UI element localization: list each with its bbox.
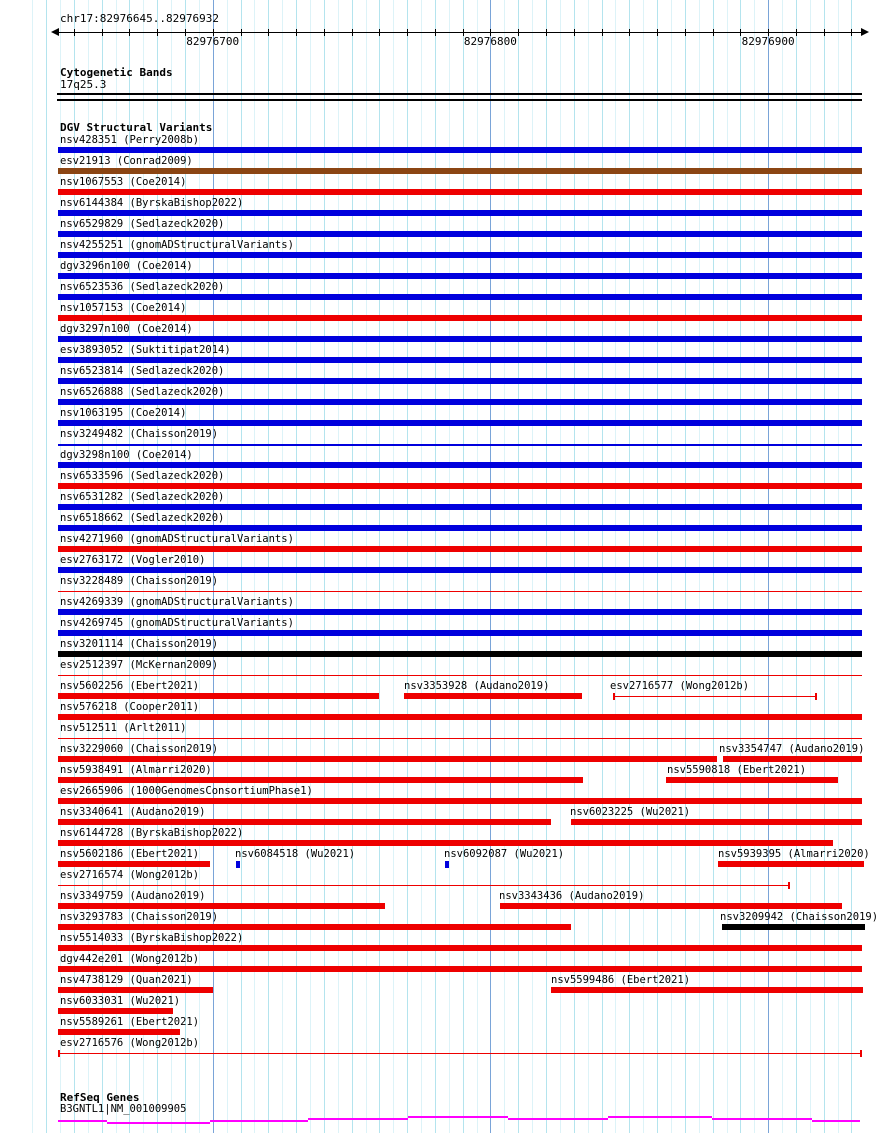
ruler-tick-label: 82976700 — [186, 35, 240, 48]
variant-label[interactable]: nsv3343436 (Audano2019) — [499, 890, 645, 902]
variant-label[interactable]: nsv6531282 (Sedlazeck2020) — [60, 491, 225, 503]
variant-label[interactable]: esv2763172 (Vogler2010) — [60, 554, 206, 566]
variant-label[interactable]: nsv6023225 (Wu2021) — [570, 806, 691, 818]
ruler-tick — [407, 29, 408, 36]
variant-mark[interactable] — [236, 861, 240, 868]
variant-bar[interactable] — [666, 777, 838, 783]
variant-label[interactable]: nsv6526888 (Sedlazeck2020) — [60, 386, 225, 398]
variant-bar[interactable] — [58, 252, 862, 258]
gene-segment — [508, 1118, 608, 1120]
variant-label[interactable]: esv2716574 (Wong2012b) — [60, 869, 200, 881]
variant-label[interactable]: esv2716576 (Wong2012b) — [60, 1037, 200, 1049]
gene-segment — [308, 1118, 408, 1120]
variant-bar[interactable] — [722, 924, 865, 930]
ruler-tick-label: 82976900 — [741, 35, 795, 48]
variant-label[interactable]: nsv3209942 (Chaisson2019) — [720, 911, 879, 923]
variant-bar[interactable] — [723, 756, 862, 762]
variant-bar[interactable] — [58, 840, 833, 846]
variant-label[interactable]: nsv3353928 (Audano2019) — [404, 680, 550, 692]
variant-label[interactable]: nsv4271960 (gnomADStructuralVariants) — [60, 533, 294, 545]
variant-label[interactable]: nsv5939395 (Almarri2020) — [718, 848, 870, 860]
variant-label[interactable]: nsv6084518 (Wu2021) — [235, 848, 356, 860]
variant-bar[interactable] — [58, 903, 385, 909]
variant-bar[interactable] — [58, 483, 862, 489]
variant-label[interactable]: nsv5599486 (Ebert2021) — [551, 974, 691, 986]
variant-label[interactable]: esv2665906 (1000GenomesConsortiumPhase1) — [60, 785, 313, 797]
variant-bar[interactable] — [58, 819, 551, 825]
variant-bar[interactable] — [58, 315, 862, 321]
gene-segment — [608, 1116, 712, 1118]
variant-bar[interactable] — [571, 819, 862, 825]
variant-label[interactable]: nsv3249482 (Chaisson2019) — [60, 428, 219, 440]
ruler-tick-label: 82976800 — [463, 35, 517, 48]
variant-label[interactable]: nsv5590818 (Ebert2021) — [667, 764, 807, 776]
variant-label[interactable]: dgv3298n100 (Coe2014) — [60, 449, 193, 461]
ruler-tick — [713, 29, 714, 36]
variant-label[interactable]: nsv428351 (Perry2008b) — [60, 134, 200, 146]
variant-label[interactable]: esv3893052 (Suktitipat2014) — [60, 344, 231, 356]
variant-label[interactable]: nsv6092087 (Wu2021) — [444, 848, 565, 860]
region-title: chr17:82976645..82976932 — [60, 12, 219, 25]
variant-bar[interactable] — [58, 609, 862, 615]
gene-segment — [408, 1116, 508, 1118]
variant-label[interactable]: nsv5602186 (Ebert2021) — [60, 848, 200, 860]
variant-line[interactable] — [613, 696, 817, 697]
variant-bar[interactable] — [58, 420, 862, 426]
ruler-right-arrow-icon — [861, 28, 869, 36]
variant-bar[interactable] — [58, 966, 862, 972]
variant-label[interactable]: nsv5938491 (Almarri2020) — [60, 764, 212, 776]
variant-bar[interactable] — [58, 546, 862, 552]
ruler-tick — [129, 29, 130, 36]
variant-bar[interactable] — [58, 525, 862, 531]
variant-label[interactable]: nsv3229060 (Chaisson2019) — [60, 743, 219, 755]
variant-label[interactable]: nsv4255251 (gnomADStructuralVariants) — [60, 239, 294, 251]
variant-bar[interactable] — [58, 399, 862, 405]
refseq-gene-label[interactable]: B3GNTL1|NM_001009905 — [60, 1103, 187, 1115]
variant-label[interactable]: nsv6033031 (Wu2021) — [60, 995, 181, 1007]
variant-label[interactable]: nsv576218 (Cooper2011) — [60, 701, 200, 713]
variant-bar[interactable] — [58, 273, 862, 279]
variant-label[interactable]: esv2512397 (McKernan2009) — [60, 659, 219, 671]
variant-bar[interactable] — [718, 861, 864, 867]
variant-line[interactable] — [58, 1053, 862, 1054]
variant-bar[interactable] — [404, 693, 582, 699]
variant-bar[interactable] — [58, 651, 862, 657]
variant-bar[interactable] — [500, 903, 842, 909]
variant-label[interactable]: nsv6144728 (ByrskaBishop2022) — [60, 827, 244, 839]
ruler-tick — [102, 29, 103, 36]
variant-bar[interactable] — [58, 798, 862, 804]
variant-label[interactable]: nsv6523536 (Sedlazeck2020) — [60, 281, 225, 293]
variant-label[interactable]: nsv3201114 (Chaisson2019) — [60, 638, 219, 650]
cytoband-label[interactable]: 17q25.3 — [60, 78, 107, 91]
cytobands-header: Cytogenetic Bands — [60, 66, 173, 79]
variant-bar[interactable] — [58, 210, 862, 216]
variant-bar[interactable] — [551, 987, 863, 993]
ruler-tick — [74, 29, 75, 36]
variant-label[interactable]: dgv3297n100 (Coe2014) — [60, 323, 193, 335]
variant-label[interactable]: nsv512511 (Arlt2011) — [60, 722, 187, 734]
ruler-tick — [602, 29, 603, 36]
ruler-left-arrow-icon — [51, 28, 59, 36]
variant-bar[interactable] — [58, 294, 862, 300]
variant-bar[interactable] — [58, 504, 862, 510]
variant-label[interactable]: nsv4738129 (Quan2021) — [60, 974, 193, 986]
variant-mark[interactable] — [445, 861, 449, 868]
variant-line-cap — [788, 882, 790, 889]
variant-bar[interactable] — [58, 147, 862, 153]
ruler-tick — [574, 29, 575, 36]
grid-line — [32, 0, 33, 1133]
variant-label[interactable]: nsv4269745 (gnomADStructuralVariants) — [60, 617, 294, 629]
variant-bar[interactable] — [58, 924, 571, 930]
cytoband-box[interactable] — [57, 93, 862, 101]
grid-line — [46, 0, 47, 1133]
ruler-tick — [518, 29, 519, 36]
variant-bar[interactable] — [58, 168, 862, 174]
variant-label[interactable]: nsv1057153 (Coe2014) — [60, 302, 187, 314]
variant-label[interactable]: esv21913 (Conrad2009) — [60, 155, 193, 167]
variant-bar[interactable] — [58, 630, 862, 636]
variant-label[interactable]: nsv5589261 (Ebert2021) — [60, 1016, 200, 1028]
variant-line[interactable] — [58, 675, 862, 676]
variant-bar[interactable] — [58, 945, 862, 951]
gene-segment — [812, 1120, 860, 1122]
variant-label[interactable]: nsv6144384 (ByrskaBishop2022) — [60, 197, 244, 209]
variant-line-cap — [860, 1050, 862, 1057]
ruler-tick — [352, 29, 353, 36]
variant-label[interactable]: nsv1063195 (Coe2014) — [60, 407, 187, 419]
ruler-tick — [796, 29, 797, 36]
ruler-tick — [657, 29, 658, 36]
variant-label[interactable]: nsv6533596 (Sedlazeck2020) — [60, 470, 225, 482]
variant-bar[interactable] — [58, 231, 862, 237]
variant-label[interactable]: nsv3228489 (Chaisson2019) — [60, 575, 219, 587]
ruler-tick — [685, 29, 686, 36]
gene-segment — [107, 1122, 210, 1124]
variant-label[interactable]: nsv5602256 (Ebert2021) — [60, 680, 200, 692]
variant-label[interactable]: nsv6523814 (Sedlazeck2020) — [60, 365, 225, 377]
variant-label[interactable]: nsv1067553 (Coe2014) — [60, 176, 187, 188]
variant-label[interactable]: nsv5514033 (ByrskaBishop2022) — [60, 932, 244, 944]
gene-segment — [712, 1118, 812, 1120]
ruler-tick — [546, 29, 547, 36]
variant-line[interactable] — [58, 591, 862, 592]
variant-label[interactable]: nsv3340641 (Audano2019) — [60, 806, 206, 818]
dgv-header: DGV Structural Variants — [60, 121, 213, 134]
variant-line[interactable] — [58, 444, 862, 446]
variant-line[interactable] — [58, 885, 790, 886]
variant-bar[interactable] — [58, 336, 862, 342]
ruler-tick — [157, 29, 158, 36]
gene-segment — [58, 1120, 107, 1122]
ruler-tick — [379, 29, 380, 36]
variant-label[interactable]: nsv6518662 (Sedlazeck2020) — [60, 512, 225, 524]
ruler-tick — [629, 29, 630, 36]
ruler-tick — [435, 29, 436, 36]
variant-bar[interactable] — [58, 378, 862, 384]
ruler-tick — [851, 29, 852, 36]
variant-bar[interactable] — [58, 861, 210, 867]
refseq-header: RefSeq Genes — [60, 1091, 140, 1104]
ruler-tick — [268, 29, 269, 36]
variant-label[interactable]: dgv442e201 (Wong2012b) — [60, 953, 200, 965]
variant-bar[interactable] — [58, 189, 862, 195]
variant-bar[interactable] — [58, 1008, 173, 1014]
variant-bar[interactable] — [58, 567, 862, 573]
variant-bar[interactable] — [58, 777, 583, 783]
ruler-tick — [241, 29, 242, 36]
variant-line-cap — [613, 693, 615, 700]
variant-bar[interactable] — [58, 1029, 180, 1035]
variant-line-cap — [58, 1050, 60, 1057]
variant-label[interactable]: nsv3293783 (Chaisson2019) — [60, 911, 219, 923]
variant-label[interactable]: nsv6529829 (Sedlazeck2020) — [60, 218, 225, 230]
ruler-tick — [324, 29, 325, 36]
variant-label[interactable]: nsv4269339 (gnomADStructuralVariants) — [60, 596, 294, 608]
variant-bar[interactable] — [58, 756, 717, 762]
variant-bar[interactable] — [58, 714, 862, 720]
variant-bar[interactable] — [58, 693, 379, 699]
variant-line[interactable] — [58, 738, 862, 739]
variant-bar[interactable] — [58, 987, 213, 993]
ruler-tick — [296, 29, 297, 36]
variant-label[interactable]: nsv3354747 (Audano2019) — [719, 743, 865, 755]
gene-segment — [210, 1120, 308, 1122]
variant-label[interactable]: nsv3349759 (Audano2019) — [60, 890, 206, 902]
ruler-line — [58, 32, 862, 33]
variant-line-cap — [815, 693, 817, 700]
variant-bar[interactable] — [58, 357, 862, 363]
variant-bar[interactable] — [58, 462, 862, 468]
variant-label[interactable]: dgv3296n100 (Coe2014) — [60, 260, 193, 272]
ruler-tick — [824, 29, 825, 36]
variant-label[interactable]: esv2716577 (Wong2012b) — [610, 680, 750, 692]
